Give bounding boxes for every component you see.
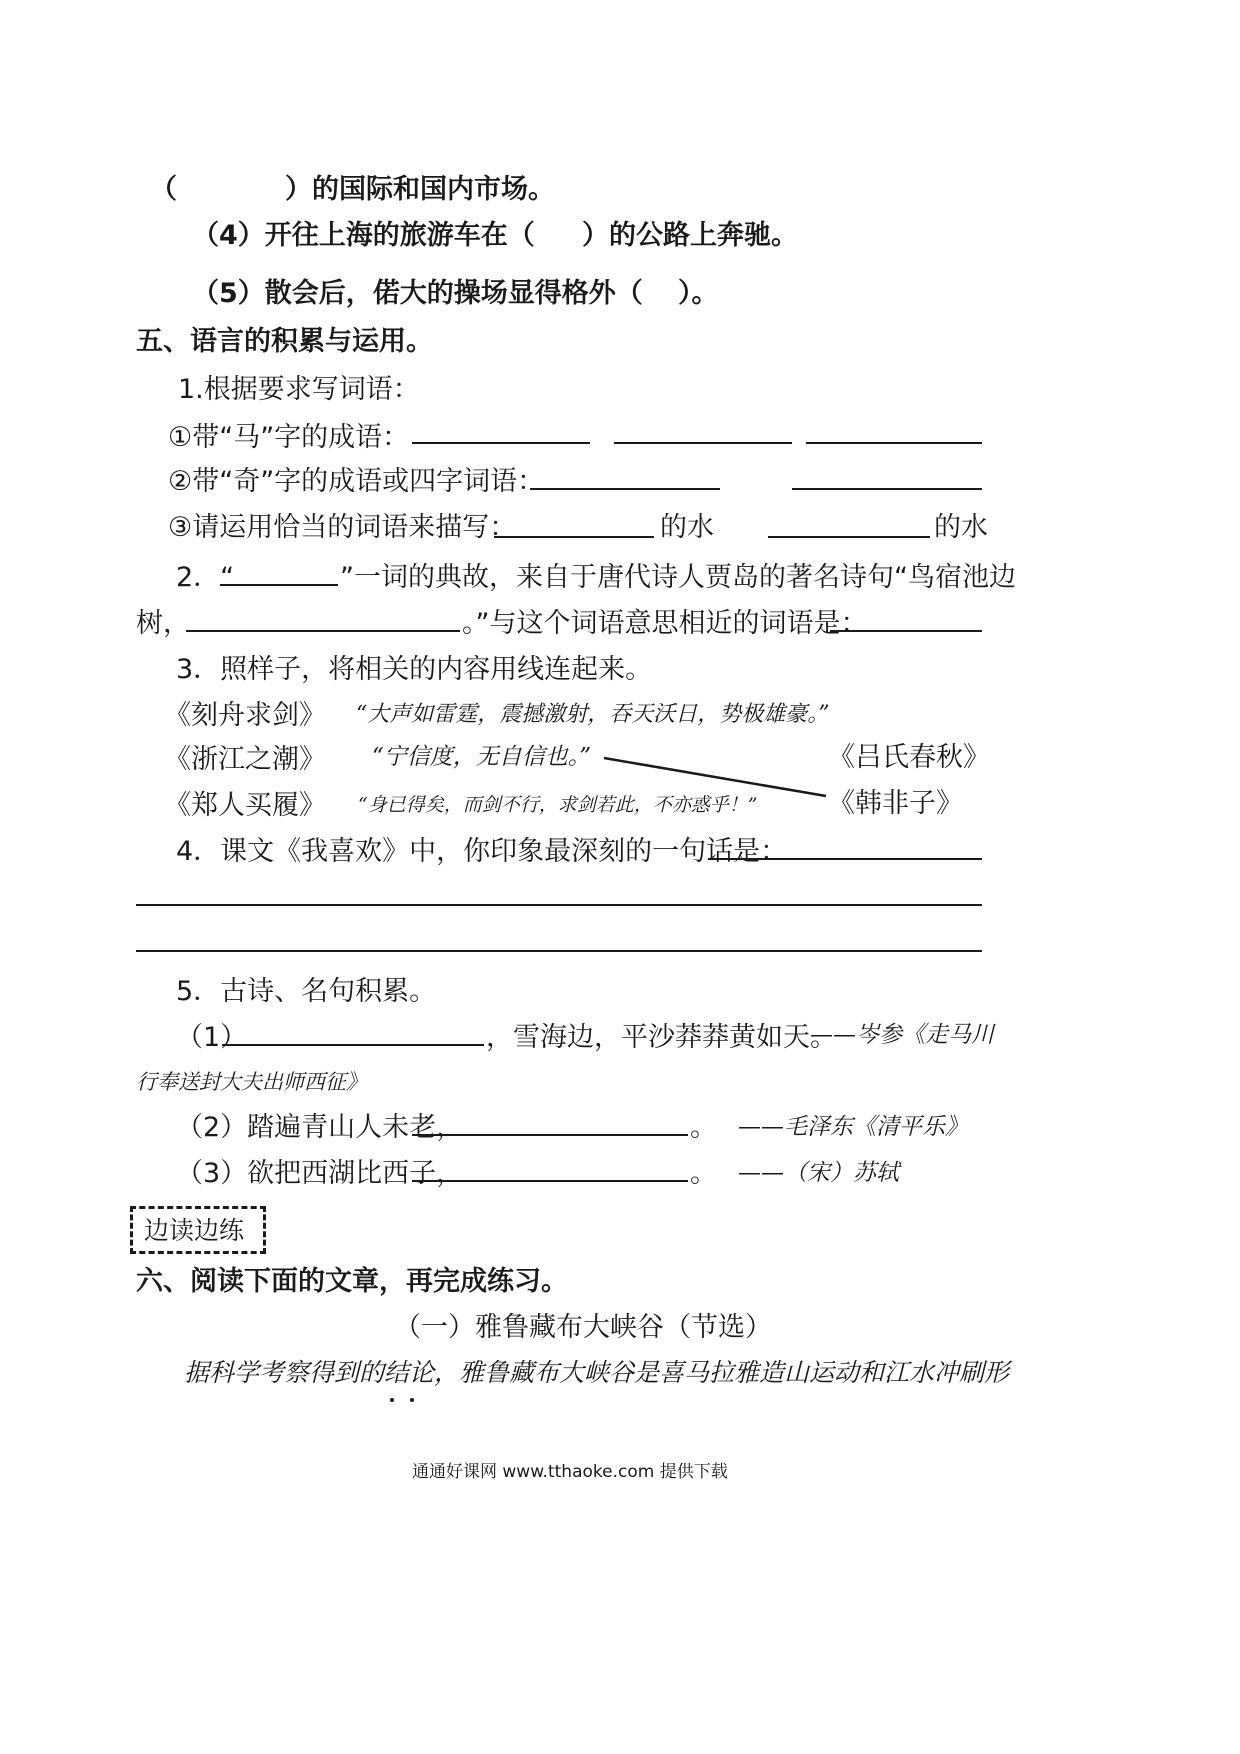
q3-quote-1: “大声如雷霆，震撼激射，吞天沃日，势极雄豪。” [356, 702, 830, 727]
article-title: （一）雅鲁藏布大峡谷（节选） [394, 1312, 772, 1343]
q3-right-item-2: 《韩非子》 [828, 788, 963, 819]
q2-open-quote: 2．“ [176, 562, 235, 593]
q1-c-label: ③请运用恰当的词语来描写： [168, 512, 517, 543]
q5-p2-citation: ——毛泽东《清平乐》 [738, 1114, 968, 1140]
fill-item-5-end: ）。 [678, 278, 719, 309]
q5-p1-text: ，雪海边，平沙莽莽黄如天。 [486, 1022, 837, 1053]
q3-quote-2: “宁信度，无自信也。” [372, 744, 592, 770]
q3-left-item-2: 《浙江之潮》 [164, 744, 326, 775]
q2-text: ”一词的典故，来自于唐代诗人贾岛的著名诗句“鸟宿池边 [340, 562, 1016, 593]
answer-line[interactable] [136, 904, 982, 906]
answer-line[interactable] [412, 1134, 688, 1136]
section-6-heading: 六、阅读下面的文章，再完成练习。 [136, 1266, 568, 1297]
q1-b-label: ②带“奇”字的成语或四字词语： [168, 466, 545, 497]
answer-line[interactable] [222, 1044, 484, 1046]
section-5-heading: 五、语言的积累与运用。 [136, 326, 433, 357]
q5-p2-period: 。 [690, 1112, 717, 1143]
q5-p1-citation: ——岑参《走马川 [810, 1022, 994, 1048]
fill-item-4-end: ）的公路上奔驰。 [582, 220, 798, 251]
q1-c-suffix-2: 的水 [934, 512, 988, 543]
answer-line[interactable] [136, 950, 982, 952]
q3-right-item-1: 《吕氏春秋》 [828, 742, 990, 773]
q4-prompt: 4．课文《我喜欢》中，你印象最深刻的一句话是： [176, 836, 788, 867]
emphasis-dot [390, 1398, 394, 1402]
q1-a-label: ①带“马”字的成语： [168, 422, 410, 453]
answer-line[interactable] [708, 858, 982, 860]
q5-p3-start: （3）欲把西湖比西子， [176, 1158, 464, 1189]
q5-p1-citation-cont: 行奉送封大夫出师西征》 [136, 1070, 367, 1094]
fill-item-3-continuation: （ ）的国际和国内市场。 [150, 174, 555, 205]
q1-c-suffix-1: 的水 [660, 512, 714, 543]
q1-prompt: 1.根据要求写词语： [178, 374, 420, 405]
read-practice-label: 边读边练 [144, 1216, 245, 1245]
fill-item-4-start: （4）开往上海的旅游车在（ [192, 220, 535, 251]
q3-left-item-1: 《刻舟求剑》 [164, 700, 326, 731]
q5-p1-number: （1） [176, 1022, 248, 1053]
q3-quote-3: “身已得矣，而剑不行，求剑若此，不亦惑乎！” [358, 794, 758, 816]
emphasis-dot [410, 1398, 414, 1402]
answer-line[interactable] [412, 1180, 688, 1182]
q2-line2-start: 树， [136, 608, 190, 639]
q2-line2-end: 。”与这个词语意思相近的词语是： [462, 608, 868, 639]
fill-item-5-start: （5）散会后，偌大的操场显得格外（ [192, 278, 643, 309]
q5-prompt: 5．古诗、名句积累。 [176, 976, 437, 1007]
q5-p3-citation: ——（宋）苏轼 [738, 1160, 899, 1186]
article-paragraph: 据科学考察得到的结论，雅鲁藏布大峡谷是喜马拉雅造山运动和江水冲刷形 [184, 1358, 1010, 1387]
q5-p3-period: 。 [690, 1158, 717, 1189]
q3-prompt: 3．照样子，将相关的内容用线连起来。 [176, 654, 653, 685]
q3-left-item-3: 《郑人买履》 [164, 790, 326, 821]
q5-p2-start: （2）踏遍青山人未老， [176, 1112, 464, 1143]
footer-source: 通通好课网 www.tthaoke.com 提供下载 [412, 1462, 728, 1482]
